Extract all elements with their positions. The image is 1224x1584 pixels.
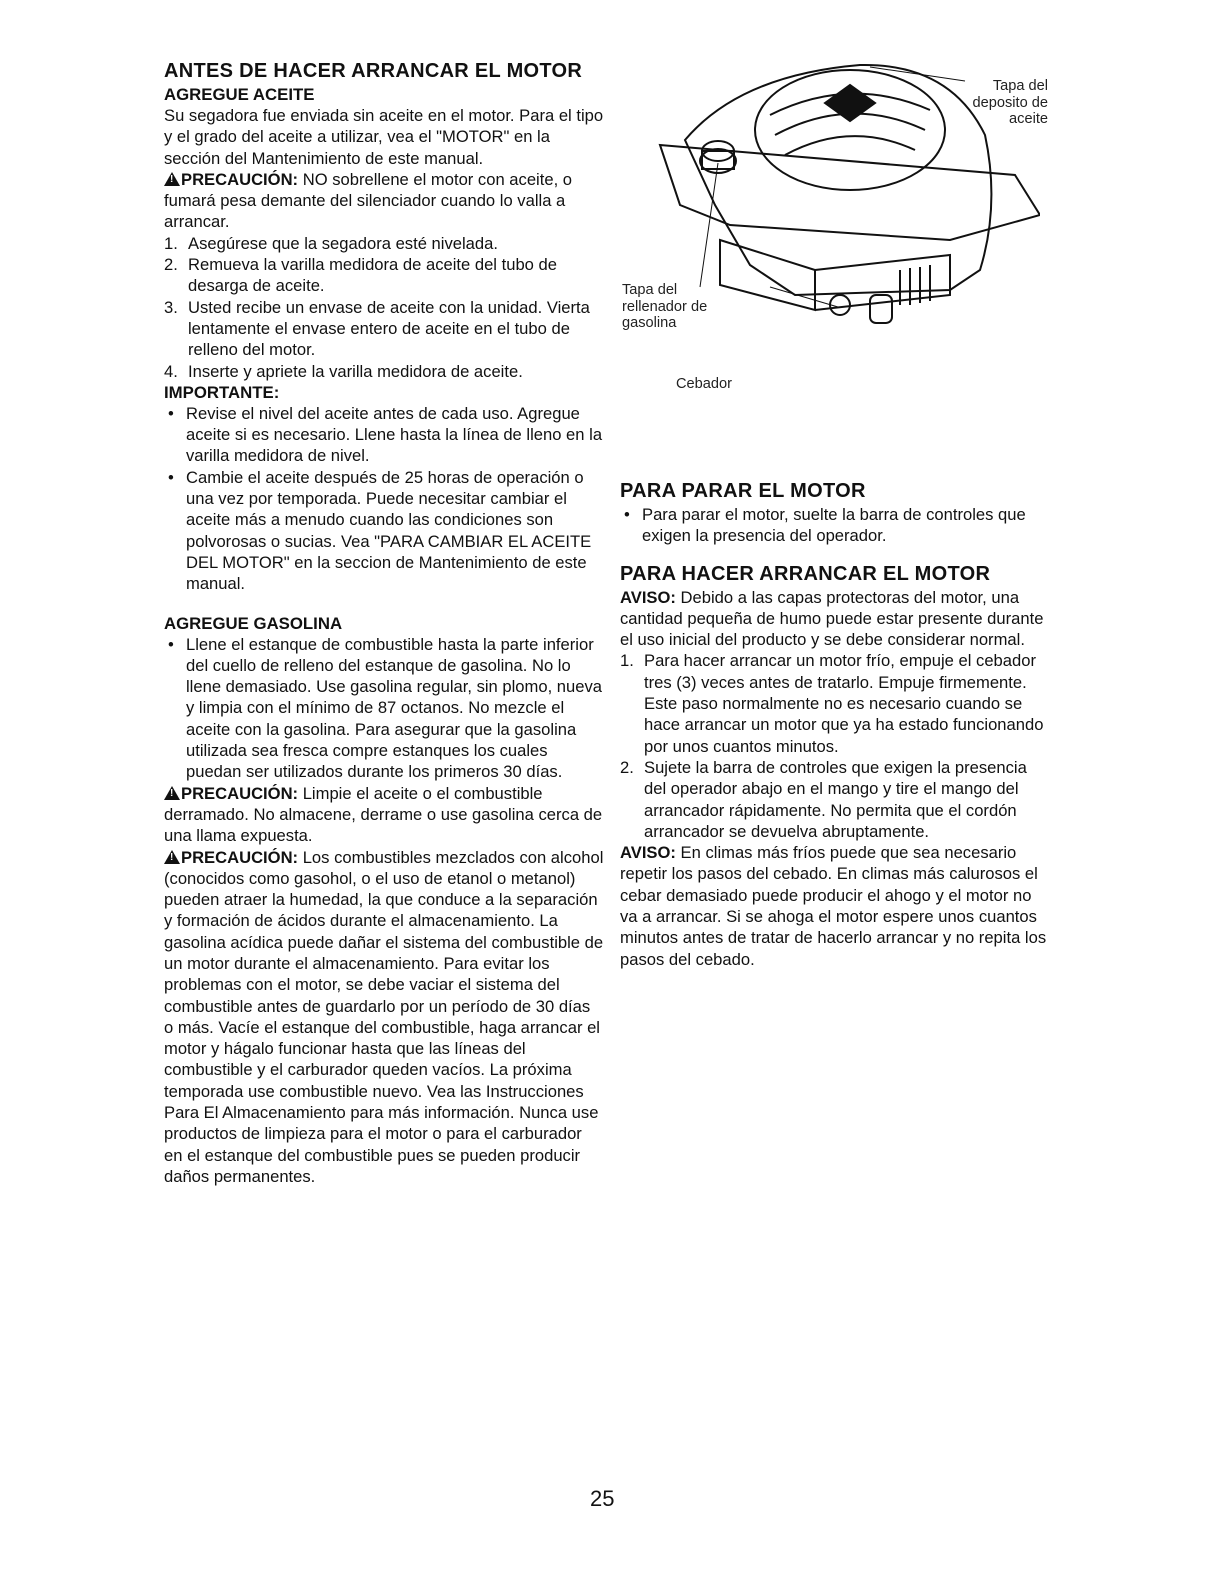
gas-list — [164, 634, 604, 783]
callout-oil-cap: Tapa del deposito de aceite — [972, 78, 1048, 127]
list-item: 4. Inserte y apriete la varilla medidora de aceite. — [164, 361, 523, 381]
oil-intro: Su segadora fue enviada sin aceite en el motor. Para el tipo y el grado del aceite a utilizar, vea el "MOTOR" en la sección del Mantenimiento de este manual. — [164, 106, 604, 168]
notice-protective: AVISO: Debido a las capas protectoras del motor, una cantidad pequeña de humo puede estar presente durante el uso inicial del producto y se debe considerar normal. — [620, 587, 1044, 650]
warning-icon — [164, 172, 180, 186]
list-item: 2. Remueva la varilla medidora de aceite del tubo de desarga de aceite. — [164, 255, 557, 296]
caution-gas: !PRECAUCIÓN: Limpie el aceite o el combustible derramado. No almacene, derrame o use gasolina cerca de una llama expuesta. — [164, 783, 604, 847]
callout-primer: Cebador — [676, 376, 732, 392]
important-heading: IMPORTANTE: — [164, 382, 280, 402]
section-title: ANTES DE HACER ARRANCAR EL MOTOR — [164, 60, 583, 82]
caution-oil — [164, 169, 604, 233]
important-list — [164, 403, 604, 595]
page-number: 25 — [590, 1486, 615, 1511]
list-item: 2. Sujete la barra de controles que exigen la presencia del operador abajo en el mango y tire el mango del arrancador rápidamente. No permita que el cordón arrancador se devuelva abruptamente. — [620, 757, 1027, 841]
list-item: • Llene el estanque de combustible hasta la parte inferior del cuello de relleno del estanque de gasolina. No lo llene demasiado. Use gasolina regular, sin plomo, nueva y limpia con el mínimo de 87 octanos. No mezcle el aceite con la gasolina. Para asegurar que la gasolina utilizada sea fresca compre estanques los cuales puedan ser utilizados durante los primeros 30 días. — [168, 634, 603, 782]
list-item: 1. Asegúrese que la segadora esté nivelada. — [164, 233, 498, 253]
caution-label: PRECAUCIÓN: — [181, 169, 299, 189]
callout-gas-cap: Tapa del rellenador de gasolina — [622, 282, 708, 331]
warning-icon — [164, 850, 180, 864]
list-item: 3. Usted recibe un envase de aceite con la unidad. Vierta lentamente el envase entero de aceite en el tubo de relleno del motor. — [164, 297, 590, 360]
stop-list — [620, 504, 1050, 547]
list-item: • Revise el nivel del aceite antes de cada uso. Agregue aceite si es necesario. Llene hasta la línea de lleno en la varilla medidora de nivel. — [168, 403, 603, 466]
caution-alcohol: !PRECAUCIÓN: Los combustibles mezclados con alcohol (conocidos como gasohol, o el uso de etanol o metanol) pueden atraer la humedad, la que conduce a la separación y formación de ácidos durante el almacenamiento. La gasolina acídica puede dañar el sistema del combustible de un motor durante el almacenamiento. Para evitar los problemas con el motor, se debe vaciar el sistema del combustible antes de guardarlo por un período de 30 días o más. Vacíe el estanque del combustible, haga arrancar el motor y hágalo funcionar hasta que las líneas del combustible y el carburador queden vacíos. La próxima temporada use combustible nuevo. Vea las Instrucciones Para El Almacenamiento para más información. Nunca use productos de limpieza para el motor o para el carburador en el estanque del combustible pues se pueden producir daños permanentes. — [164, 847, 604, 1188]
start-steps — [620, 650, 1050, 842]
list-item: 1. Para hacer arrancar un motor frío, empuje el cebador tres (3) veces antes de tratarlo. Empuje firmemente. Este paso normalmente no es necesario cuando se hace arrancar un motor que ya ha estado funcionando por unos cuantos minutos. — [620, 651, 1044, 756]
list-item: • Cambie el aceite después de 25 horas de operación o una vez por temporada. Puede necesitar cambiar el aceite más a menudo cuando las condiciones son polvorosas o sucias. Vea "PARA CAMBIAR EL ACEITE DEL MOTOR" en la seccion de Mantenimiento de este manual. — [168, 467, 592, 594]
warning-icon — [164, 786, 180, 800]
list-item: • Para parar el motor, suelte la barra de controles que exigen la presencia del operador. — [624, 505, 1026, 546]
caution-text: NO sobrellene el motor con aceite, o fumará pesa demante del silenciador cuando lo valla a arrancar. — [164, 169, 573, 232]
oil-steps — [164, 233, 604, 382]
left-column — [164, 60, 604, 1187]
oil-heading: AGREGUE ACEITE — [164, 85, 315, 104]
start-heading: PARA HACER ARRANCAR EL MOTOR — [620, 562, 991, 585]
right-column — [620, 480, 1050, 970]
notice-climate: AVISO: En climas más fríos puede que sea necesario repetir los pasos del cebado. En climas más calurosos el cebar demasiado puede producir el ahogo y el motor no va a arrancar. Si se ahoga el motor espere unos cuantos minutos antes de tratar de hacerlo arrancar y no repita los pasos del cebado. — [620, 843, 1047, 969]
gas-heading: AGREGUE GASOLINA — [164, 613, 343, 633]
stop-heading: PARA PARAR EL MOTOR — [620, 480, 866, 502]
